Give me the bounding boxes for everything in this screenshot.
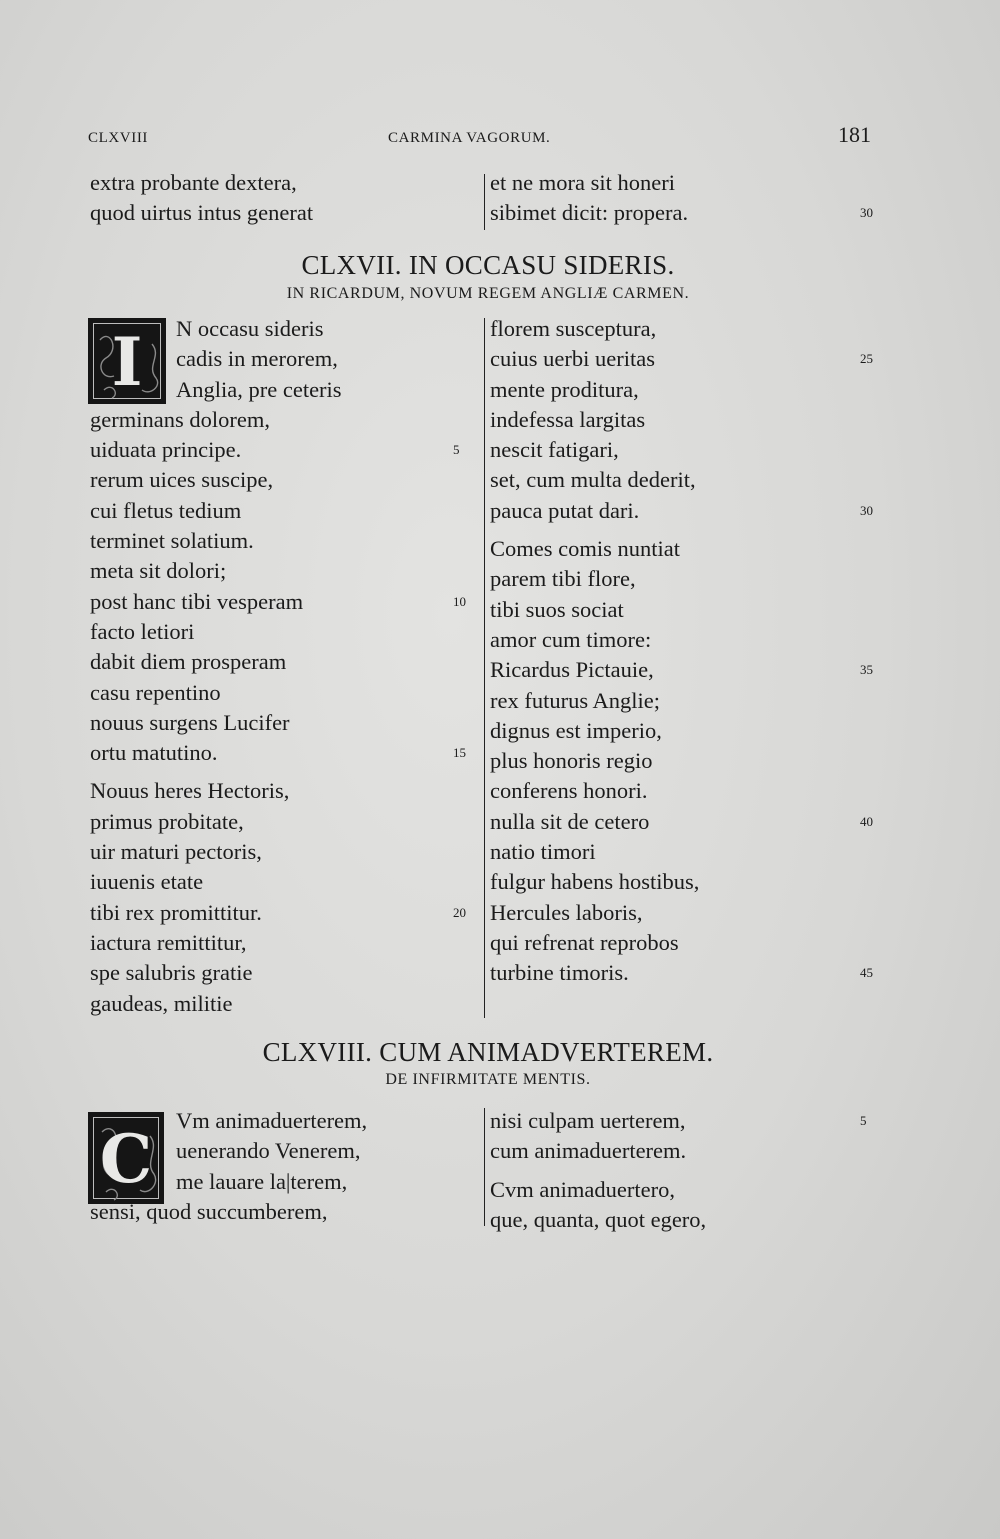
verse-line: [90, 1136, 480, 1166]
line-number: 40: [860, 813, 873, 829]
verse-line: [490, 314, 890, 344]
verse-text: indefessa largitas: [490, 406, 646, 432]
verse-text: meta sit dolori;: [90, 558, 227, 584]
column-rule: [484, 318, 485, 1018]
verse-text: florem susceptura,: [490, 316, 657, 341]
verse-text: me lauare la|terem,: [176, 1168, 348, 1194]
verse-text: N occasu sideris: [176, 316, 324, 341]
verse-line: [490, 655, 890, 685]
line-number: 10: [453, 593, 466, 609]
verse-line: [90, 1197, 480, 1227]
verse-line: [490, 496, 890, 526]
verse-text: cuius uerbi ueritas: [490, 346, 655, 372]
initial-letter: C: [99, 1120, 153, 1198]
verse-line: [490, 807, 890, 837]
verse-line: [490, 686, 890, 716]
verse-text: conferens honori.: [490, 778, 648, 804]
verse-line: [490, 867, 890, 897]
verse-text: primus probitate,: [90, 808, 244, 834]
verse-text: rerum uices suscipe,: [90, 467, 274, 493]
verse-line: [90, 708, 480, 738]
verse-line: [90, 617, 480, 647]
verse-line: [90, 647, 480, 677]
verse-text: gaudeas, militie: [90, 990, 233, 1016]
verse-text: Ricardus Pictauie,: [490, 657, 654, 683]
verse-line: [490, 716, 890, 746]
column-rule: [484, 174, 485, 230]
verse-text: uir maturi pectoris,: [90, 839, 262, 865]
continuation-block: [88, 168, 888, 232]
verse-line: [490, 776, 890, 806]
verse-text: parem tibi flore,: [490, 566, 636, 592]
verse-line: [90, 867, 480, 897]
verse-text: Anglia, pre ceteris: [176, 376, 342, 402]
running-head: [0, 122, 1000, 152]
verse-line: sibimet dicit: propera. 30: [490, 198, 890, 228]
verse-line: [490, 1175, 890, 1205]
verse-line: [90, 738, 480, 768]
verse-line: [490, 837, 890, 867]
verse-line: [490, 375, 890, 405]
verse-line: [490, 1136, 890, 1166]
poem-167-right-column: [490, 314, 890, 989]
verse-text: casu repentino: [90, 679, 221, 705]
verse-text: ortu matutino.: [90, 740, 218, 766]
verse-text: que, quanta, quot egero,: [490, 1206, 707, 1232]
poem-167-left-column: [90, 314, 480, 1019]
verse-line: [90, 776, 480, 806]
column-rule: [484, 1108, 485, 1226]
verse-line: [490, 435, 890, 465]
verse-text: pauca putat dari.: [490, 497, 640, 523]
verse-text: amor cum timore:: [490, 626, 652, 652]
line-number: 15: [453, 745, 466, 761]
verse-text: nouus surgens Lucifer: [90, 709, 290, 735]
continuation-right-column: [490, 168, 890, 229]
poem-168-left-column: [90, 1106, 480, 1227]
verse-line: [90, 1106, 480, 1136]
poem-title: CLXVII. IN OCCASU SIDERIS.: [301, 250, 675, 280]
verse-line: [90, 465, 480, 495]
line-number: 5: [860, 1113, 867, 1128]
verse-text: natio timori: [490, 839, 596, 865]
verse-line: [490, 958, 890, 988]
section-number: CLXVIII: [88, 130, 149, 146]
initial-letter: I: [111, 323, 143, 401]
verse-line: [90, 496, 480, 526]
verse-line: [90, 435, 480, 465]
verse-text: nisi culpam uerterem,: [490, 1108, 686, 1133]
verse-text: fulgur habens hostibus,: [490, 869, 700, 895]
verse-text: cum animaduerterem.: [490, 1138, 687, 1164]
verse-text: terminet solatium.: [90, 528, 254, 554]
verse-line: [490, 465, 890, 495]
verse-line: [90, 928, 480, 958]
verse-line: [90, 526, 480, 556]
verse-text: tibi rex promittitur.: [90, 899, 262, 925]
verse-text: nescit fatigari,: [490, 437, 619, 463]
verse-line: [90, 405, 480, 435]
verse-line: quod uirtus intus generat: [90, 200, 314, 226]
verse-line: [490, 1205, 890, 1235]
verse-text: dignus est imperio,: [490, 717, 662, 743]
line-number: 5: [453, 442, 460, 458]
verse-line: [90, 989, 480, 1019]
line-number: 20: [453, 904, 466, 920]
verse-text: plus honoris regio: [490, 748, 653, 774]
verse-text: qui refrenat reprobos: [490, 929, 679, 955]
verse-text: turbine timoris.: [490, 960, 629, 986]
line-number: 45: [860, 965, 873, 981]
poem-subtitle: IN RICARDUM, NOVUM REGEM ANGLIÆ CARMEN.: [286, 285, 690, 302]
poem-subtitle: DE INFIRMITATE MENTIS.: [385, 1071, 591, 1088]
verse-line: [90, 375, 480, 405]
verse-text: set, cum multa dederit,: [490, 467, 696, 493]
line-number: 25: [860, 351, 873, 367]
verse-line: [90, 1167, 480, 1197]
verse-line: [90, 314, 480, 344]
line-number: 30: [860, 502, 873, 518]
verse-text: tibi suos sociat: [490, 596, 624, 622]
verse-line: [90, 587, 480, 617]
verse-text: iuuenis etate: [90, 869, 204, 895]
verse-text: post hanc tibi vesperam: [90, 588, 304, 614]
verse-text: sensi, quod succumberem,: [90, 1198, 328, 1224]
verse-text: iactura remittitur,: [90, 929, 247, 955]
verse-text: Nouus heres Hectoris,: [90, 778, 290, 804]
verse-line: [90, 556, 480, 586]
verse-text: rex futurus Anglie;: [490, 687, 660, 713]
poem-title: CLXVIII. CUM ANIMADVERTEREM.: [262, 1037, 714, 1067]
verse-line: [490, 625, 890, 655]
verse-text: dabit diem prosperam: [90, 649, 287, 675]
verse-line: [490, 746, 890, 776]
verse-text: nulla sit de cetero: [490, 808, 650, 834]
verse-line: [490, 928, 890, 958]
verse-line: [90, 898, 480, 928]
verse-text: uenerando Venerem,: [176, 1138, 361, 1164]
continuation-left-column: [90, 168, 480, 229]
verse-line: [490, 595, 890, 625]
line-number: 30: [860, 205, 873, 221]
verse-text: Comes comis nuntiat: [490, 536, 680, 562]
verse-line: [90, 807, 480, 837]
verse-line: et ne mora sit honeri: [490, 170, 675, 195]
verse-line: [490, 344, 890, 374]
book-title: CARMINA VAGORUM.: [388, 130, 551, 146]
page-number: 181: [838, 122, 871, 147]
verse-text: uiduata principe.: [90, 437, 242, 463]
verse-text: germinans dolorem,: [90, 406, 270, 432]
verse-text: Vm animaduerterem,: [176, 1108, 368, 1133]
verse-text: cui fletus tedium: [90, 497, 242, 523]
verse-line: [490, 1106, 890, 1136]
verse-text: mente proditura,: [490, 376, 639, 402]
verse-text: cadis in merorem,: [176, 346, 338, 372]
poem-168-right-column: [490, 1106, 890, 1235]
poem-168-body: [88, 1106, 888, 1236]
verse-line: [90, 678, 480, 708]
verse-text: facto letiori: [90, 618, 195, 644]
verse-line: [90, 958, 480, 988]
verse-line: [490, 564, 890, 594]
poem-167-body: [88, 314, 888, 1024]
verse-line: [490, 898, 890, 928]
verse-text: Cvm animaduertero,: [490, 1176, 675, 1202]
verse-line: [490, 534, 890, 564]
verse-line: [90, 837, 480, 867]
verse-text: Hercules laboris,: [490, 899, 643, 925]
line-number: 35: [860, 662, 873, 678]
verse-line: [490, 405, 890, 435]
verse-text: spe salubris gratie: [90, 960, 253, 986]
verse-line: [90, 344, 480, 374]
verse-line: extra probante dextera,: [90, 170, 297, 195]
